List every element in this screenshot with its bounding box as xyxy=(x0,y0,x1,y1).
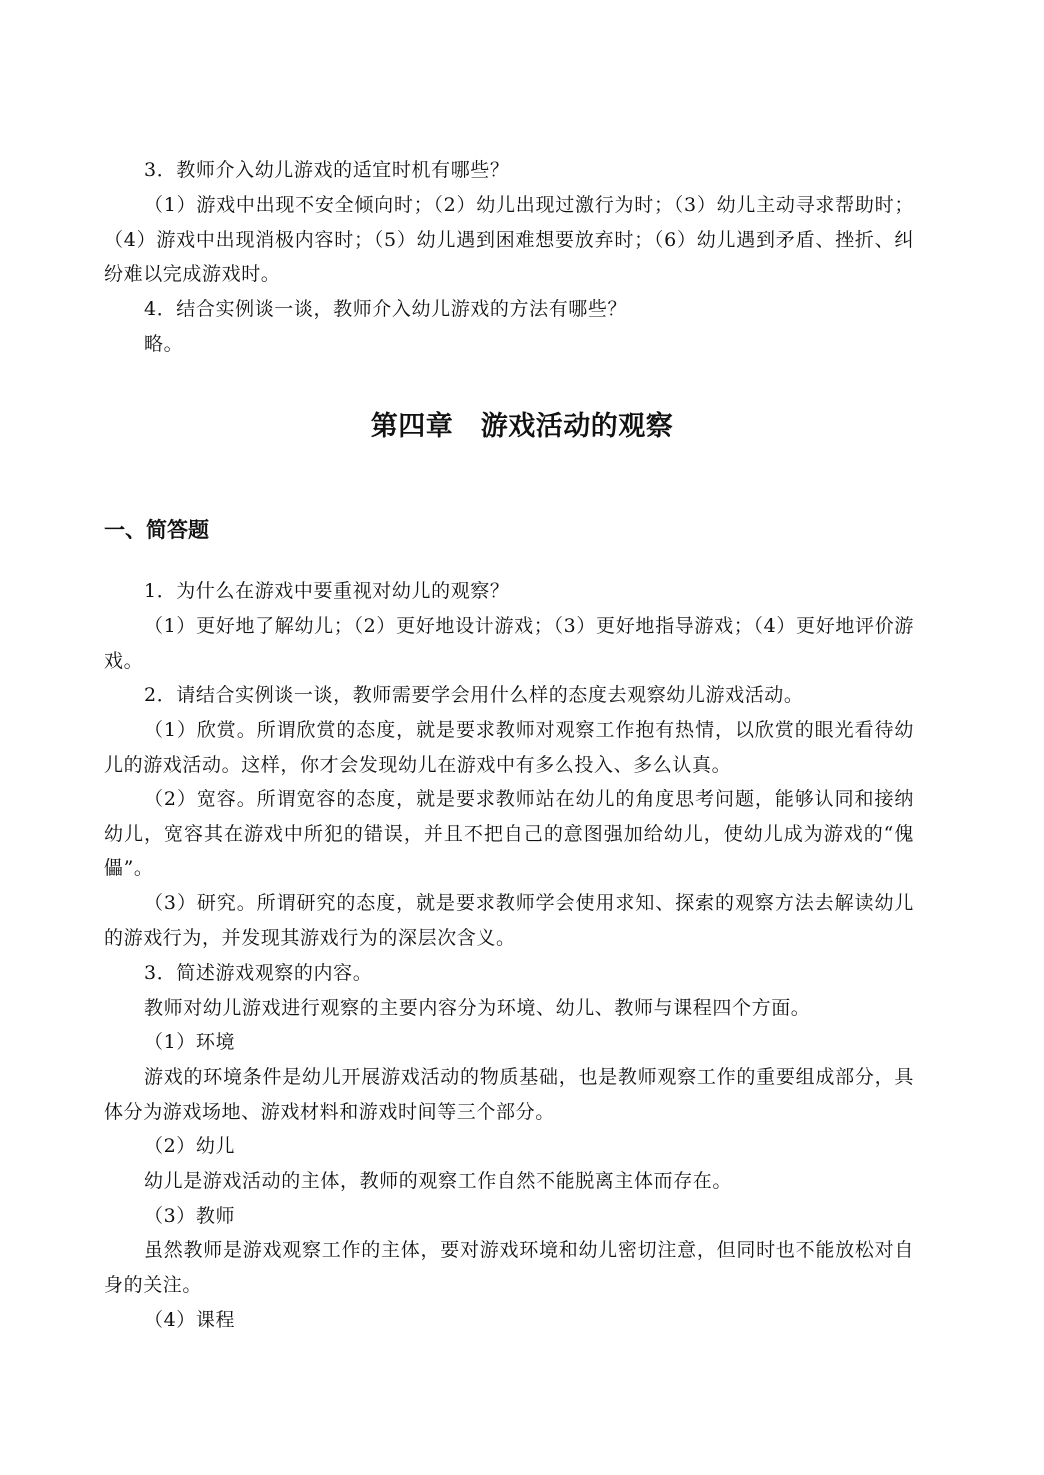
question-3: 3．简述游戏观察的内容。 xyxy=(144,962,373,984)
answer-3-text-teacher: 虽然教师是游戏观察工作的主体，要对游戏环境和幼儿密切注意，但同时也不能放松对自身的关注。 xyxy=(104,1239,914,1296)
question-4-previous: 4．结合实例谈一谈，教师介入幼儿游戏的方法有哪些？ xyxy=(144,298,628,320)
answer-3-heading-environment: （1）环境 xyxy=(144,1031,236,1053)
question-1: 1．为什么在游戏中要重视对幼儿的观察？ xyxy=(144,580,510,602)
answer-3-heading-children: （2）幼儿 xyxy=(144,1135,236,1157)
answer-1: （1）更好地了解幼儿；（2）更好地设计游戏；（3）更好地指导游戏；（4）更好地评价游戏。 xyxy=(104,615,914,672)
answer-4-previous: 略。 xyxy=(144,333,184,355)
answer-3-previous: （1）游戏中出现不安全倾向时；（2）幼儿出现过激行为时；（3）幼儿主动寻求帮助时；（4）游戏中出现消极内容时；（5）幼儿遇到困难想要放弃时；（6）幼儿遇到矛盾、挫折、纠纷难以完成游戏时。 xyxy=(104,194,914,286)
answer-3-text-environment: 游戏的环境条件是幼儿开展游戏活动的物质基础，也是教师观察工作的重要组成部分，具体分为游戏场地、游戏材料和游戏时间等三个部分。 xyxy=(104,1066,914,1123)
answer-3-heading-teacher: （3）教师 xyxy=(144,1205,236,1227)
answer-2-research: （3）研究。所谓研究的态度，就是要求教师学会使用求知、探索的观察方法去解读幼儿的游戏行为，并发现其游戏行为的深层次含义。 xyxy=(104,892,914,949)
question-3-previous: 3．教师介入幼儿游戏的适宜时机有哪些？ xyxy=(144,159,510,181)
answer-2-tolerance: （2）宽容。所谓宽容的态度，就是要求教师站在幼儿的角度思考问题，能够认同和接纳幼儿，宽容其在游戏中所犯的错误，并且不把自己的意图强加给幼儿，使幼儿成为游戏的“傀儡”。 xyxy=(104,788,914,880)
answer-3-intro: 教师对幼儿游戏进行观察的主要内容分为环境、幼儿、教师与课程四个方面。 xyxy=(144,997,811,1019)
chapter-title: 第四章 游戏活动的观察 xyxy=(370,411,674,442)
question-2: 2．请结合实例谈一谈，教师需要学会用什么样的态度去观察幼儿游戏活动。 xyxy=(144,684,804,706)
answer-2-appreciation: （1）欣赏。所谓欣赏的态度，就是要求教师对观察工作抱有热情，以欣赏的眼光看待幼儿的游戏活动。这样，你才会发现幼儿在游戏中有多么投入、多么认真。 xyxy=(104,719,914,776)
section-heading: 一、简答题 xyxy=(104,518,209,542)
answer-3-text-children: 幼儿是游戏活动的主体，教师的观察工作自然不能脱离主体而存在。 xyxy=(144,1170,733,1192)
answer-3-heading-curriculum: （4）课程 xyxy=(144,1309,236,1331)
